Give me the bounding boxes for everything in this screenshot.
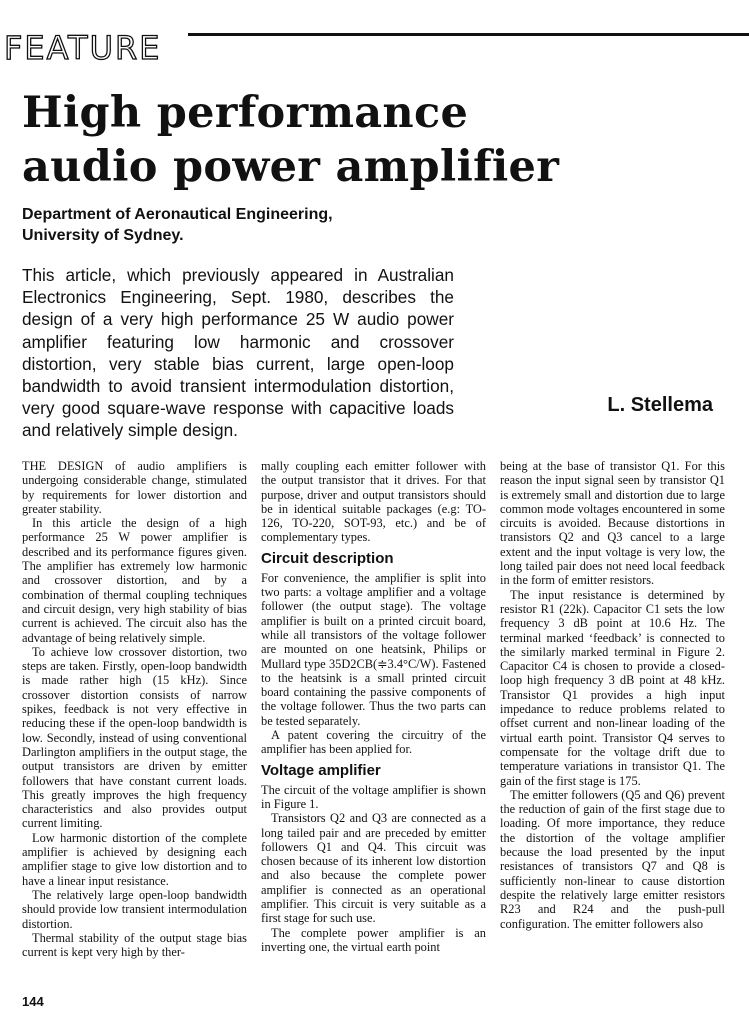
body-columns [22,459,726,989]
column-3 [500,459,725,989]
affiliation [22,204,333,246]
paragraph: Thermal stability of the output stage bias current is kept very high by ther- [22,930,247,960]
title-line-1: High performance [22,88,469,138]
column-1 [22,459,247,989]
paragraph: The circuit of the voltage amplifier is shown in Figure 1. [261,782,486,811]
paragraph: THE DESIGN of audio amplifiers is undergoing considerable change, stimulated by requirements for lower distortion and greater stability. [22,459,247,516]
section-label: FEATURE [4,29,162,67]
column-2 [261,459,486,989]
header-rule [188,33,749,36]
section-heading-circuit-description: Circuit description [261,549,394,567]
article-title [22,86,742,194]
paragraph: The relatively large open-loop bandwidth should provide low transient intermodulation distortion. [22,887,247,931]
paragraph: The complete power amplifier is an inverting one, the virtual earth point [261,925,486,954]
paragraph: For convenience, the amplifier is split into two parts: a voltage amplifier and a voltage follower (the output stage). The voltage amplifier is built on a printed circuit board, while all transistors of the voltage follower are mounted on one heatsink, Philips or Mullard type 35D2CB(≑3.4°C/W). Fastened to the heatsink is a small printed circuit board containing the passive components of the voltage follower. Thus the two parts can be tested separately. [261,570,486,728]
paragraph: To achieve low crossover distortion, two steps are taken. Firstly, open-loop bandwidth is made rather high (15 kHz). Since crossover distortion consists of narrow spikes, feedback is not very effective in reducing these if the open-loop bandwidth is low. Secondly, instead of using conventional Darlington amplifiers in the output stage, the output transistors are driven by emitter followers that have constant current loads. This greatly improves the high frequency characteristics and also provides output current limiting. [22,644,247,831]
abstract: This article, which previously appeared in Australian Electronics Engineering, Sept. 1980, describes the design of a very high performance 25 W audio power amplifier featuring low harmonic and crossover distortion, very stable bias current, large open-loop bandwidth to avoid transient intermodulation distortion, very good square-wave response with capacitive loads and relatively simple design. [22,265,454,441]
paragraph: The input resistance is determined by resistor R1 (22k). Capacitor C1 sets the low frequency 3 dB point at 10.6 Hz. The terminal marked ‘feedback’ is connected to the similarly marked terminal in Figure 2. Capacitor C4 is chosen to provide a closed-loop high frequency 3 dB point at 48 kHz. Transistor Q1 provides a high input impedance to reduce problems related to offset current and non-linear loading of the virtual earth point. Transistor Q4 serves to compensate for the voltage drift due to temperature variations in transistor Q1. The gain of the first stage is 175. [500,587,725,788]
paragraph: mally coupling each emitter follower with the output transistor that it drives. For that purpose, driver and output transistors should be in identical suitable packages (e.g: TO-126, TO-220, SOT-93, etc.) and be of complementary types. [261,459,486,545]
affiliation-line-2: University of Sydney. [22,227,184,244]
paragraph: being at the base of transistor Q1. For this reason the input signal seen by transistor Q1 is extremely small and distortion due to large common mode voltages encountered in some circuits is avoided. Because distortions in transistors Q2 and Q3 cancel to a large extent and the input voltage is very low, the long tailed pair does not need local feedback in the form of emitter resistors. [500,459,725,588]
title-line-2: audio power amplifier [22,142,560,192]
section-heading-voltage-amplifier: Voltage amplifier [261,761,381,779]
paragraph: A patent covering the circuitry of the amplifier has been applied for. [261,728,486,757]
paragraph: Transistors Q2 and Q3 are connected as a long tailed pair and are preceded by emitter followers Q1 and Q4. This circuit was chosen because of its inherent low distortion and also because the complete power amplifier is connected as an operational amplifier. This circuit is very suitable as a first stage for such use. [261,811,486,926]
page-number: 144 [22,994,44,1009]
paragraph: In this article the design of a high performance 25 W power amplifier is described and its performance figures given. The amplifier has extremely low harmonic and crossover distortion, and by a combination of thermal coupling techniques and circuit design, very high stability of bias current is achieved. The circuit also has the advantage of being relatively simple. [22,516,247,645]
paragraph: The emitter followers (Q5 and Q6) prevent the reduction of gain of the first stage due to loading. Of more importance, they reduce the distortion of the voltage amplifier because the load presented by the input resistances of transistors Q7 and Q8 is sufficiently non-linear to cause distortion despite the relatively large emitter resistors R23 and R24 and the push-pull configuration. The emitter followers also [500,787,725,931]
affiliation-line-1: Department of Aeronautical Engineering, [22,206,333,223]
author-name: L. Stellema [607,394,713,416]
paragraph: Low harmonic distortion of the complete amplifier is achieved by designing each amplifier stage to give low distortion and to have a linear input resistance. [22,830,247,888]
